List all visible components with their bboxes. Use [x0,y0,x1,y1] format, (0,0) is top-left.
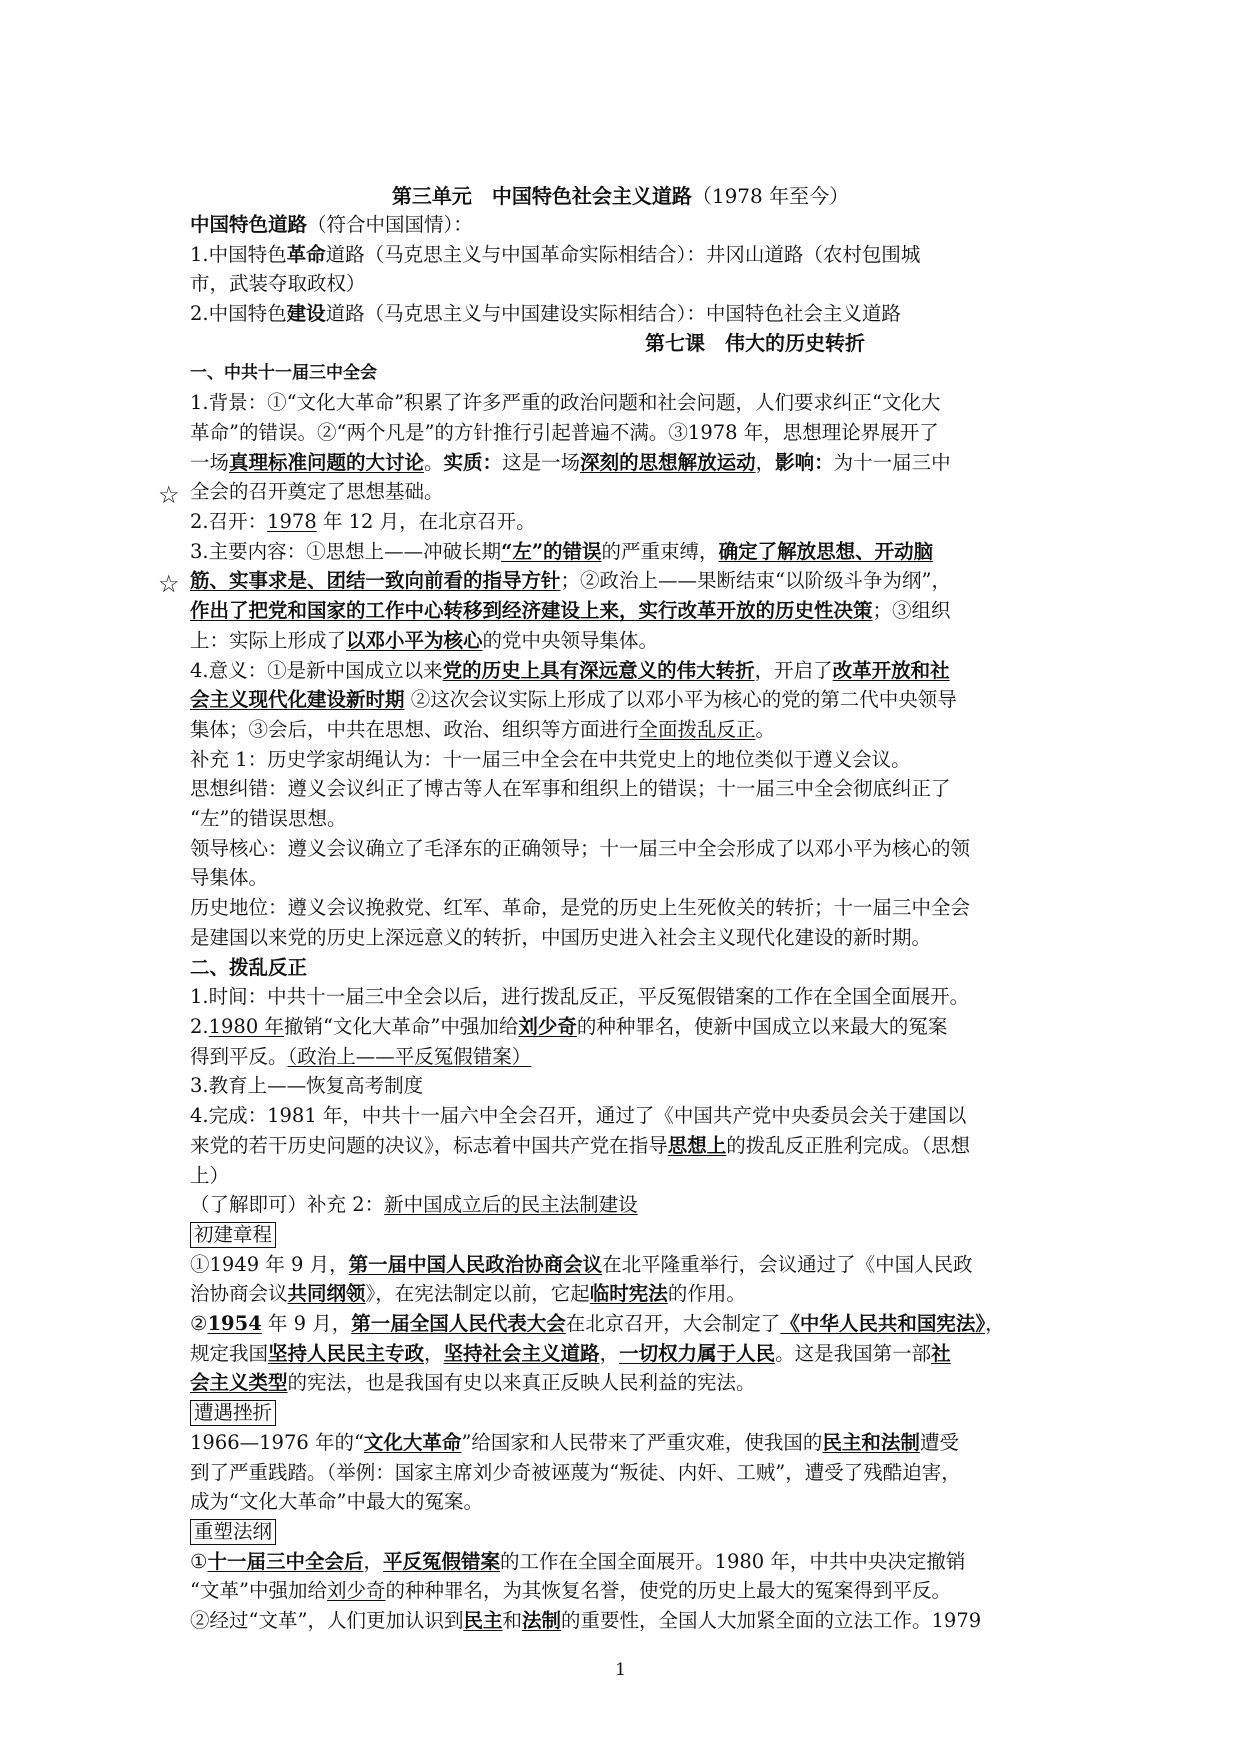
text-segment: 民主和法制 [822,1430,920,1454]
section-label-box: 重塑法纲 [190,1519,276,1545]
text-segment: 确定了解放思想、开动脑 [718,539,934,563]
text-segment: 3.教育上——恢复高考制度 [190,1074,424,1098]
text-segment: “文革”中强加给 [190,1579,327,1603]
text-segment: 《中华人民共和国宪法》 [780,1312,986,1336]
text-segment: 深刻的思想解放运动 [580,450,756,474]
text-segment: 思想上 [667,1133,727,1157]
text-segment: 和 [502,1609,522,1633]
star-icon: ☆ [158,481,180,509]
text-segment: 十一届三中全会后 [207,1549,364,1573]
text-segment: 1978 [267,510,317,534]
text-segment: 》，在宪法制定以前，它起 [365,1282,590,1306]
section-label-box: 遭遇挫折 [190,1400,276,1426]
text-line [190,1220,1060,1250]
text-line [190,537,1060,567]
text-segment: 的种种罪名，使新中国成立以来最大的冤案 [576,1014,948,1038]
text-segment: ”给国家和人民带来了严重灾难，使我国的 [461,1430,823,1454]
text-line [190,1547,1060,1577]
text-line [190,1368,1060,1398]
text-segment: 1.中国特色 [190,242,287,266]
text-segment: 革命”的错误。②“两个凡是”的方针推行引起普遍不满。③1978 年，思想理论界展开了 [190,420,939,444]
text-segment: 的种种罪名，为其恢复名誉，使党的历史上最大的冤案得到平反。 [385,1579,951,1603]
text-segment: “左”的错误 [501,539,602,563]
text-segment: ， [424,1341,444,1365]
text-segment: ， [599,1341,620,1365]
text-segment: ②经过“文革”，人们更加认识到 [190,1609,464,1633]
text-segment: 上：实际上形成了 [190,628,347,652]
text-segment: 2.召开： [190,510,268,534]
text-line [190,210,1060,240]
text-segment: 集体；③会后，中共在思想、政治、组织等方面进行 [190,717,639,741]
text-segment: 1.背景：①“文化大革命”积累了许多严重的政治问题和社会问题，人们要求纠正“文化大 [190,391,941,415]
text-line [190,715,1060,745]
text-segment: 改革开放和社 [832,658,950,682]
text-segment: ， [985,1312,1005,1336]
text-line [190,1339,1060,1369]
text-segment: 建设 [286,302,326,326]
text-line [190,448,1060,478]
text-segment: （符合中国国情）： [307,213,473,236]
text-segment: ， [755,450,776,474]
text-segment: 规定我国 [190,1341,269,1365]
text-segment: 实质： [443,450,503,474]
text-segment: 为十一届三中 [833,450,951,474]
text-segment: 会主义类型 [190,1371,288,1395]
text-segment: （了解即可）补充 2： [190,1193,385,1217]
text-segment: 撤销“文化大革命”中强加给 [283,1014,519,1038]
text-segment: 历史地位：遵义会议挽救党、红军、革命，是党的历史上生死攸关的转折；十一届三中全会 [190,896,971,920]
text-segment: 文化大革命 [363,1430,462,1454]
text-line [190,863,1060,893]
text-segment: 1954 [207,1312,262,1336]
text-segment: ②这次会议实际上形成了以邓小平为核心的党的第二代中央领导 [404,688,957,712]
text-segment: 的拨乱反正胜利完成。（思想 [726,1133,971,1157]
text-line [190,1190,1060,1220]
text-segment: 第一届中国人民政治协商会议 [348,1252,603,1276]
text-segment: ，开启了 [754,658,833,682]
text-line [190,329,1060,359]
text-line [190,893,1060,923]
text-segment: 道路（马克思主义与中国建设实际相结合）：中国特色社会主义道路 [325,302,901,326]
text-line [190,269,1060,299]
text-segment: 一场 [190,450,230,474]
text-segment: 的宪法，也是我国有史以来真正反映人民利益的宪法。 [287,1371,756,1395]
text-segment: 补充 1：历史学家胡绳认为：十一届三中全会在中共党史上的地位类似于遵义会议。 [190,747,911,771]
text-segment: 新中国成立后的民主法制建设 [384,1193,638,1217]
text-line [190,982,1060,1012]
text-segment: 第七课 伟大的历史转折 [645,330,865,355]
text-line [190,1487,1060,1517]
text-line [190,1161,1060,1191]
text-line [190,834,1060,864]
text-segment: 3.主要内容：①思想上——冲破长期 [190,539,502,563]
text-segment: 临时宪法 [589,1282,668,1306]
text-segment: 治协商会议 [190,1282,288,1306]
text-segment: 筋、实事求是、团结一致向前看的指导方针 [190,569,561,593]
text-segment: （政治上——平反冤假错案） [287,1044,532,1068]
text-segment: 全会的召开奠定了思想基础。 [190,480,444,504]
text-segment: 作出了把党和国家的工作中心转移到经济建设上来，实行改革开放的历史性决策 [190,599,873,623]
text-segment: 4.完成：1981 年，中共十一届六中全会召开，通过了《中国共产党中央委员会关于建国以 [190,1104,967,1128]
text-line [190,477,1060,507]
text-segment: 。 [424,450,444,474]
text-line [190,1071,1060,1101]
text-segment: 1966—1976 年的“ [190,1430,364,1454]
text-line [190,1517,1060,1547]
text-segment: 1.时间：中共十一届三中全会以后，进行拨乱反正，平反冤假错案的工作在全国全面展开。 [190,985,970,1009]
text-segment: 以邓小平为核心 [346,628,483,652]
star-icon: ☆ [158,570,180,598]
text-segment: 的重要性，全国人大加紧全面的立法工作。1979 [561,1609,982,1633]
section-label-box: 初建章程 [190,1222,276,1248]
text-segment: 全面拨乱反正 [638,717,756,741]
text-segment: 党的历史上具有深远意义的伟大转折 [442,658,755,682]
text-segment: ；②政治上——果断结束“以阶级斗争为纲”， [560,569,951,593]
text-segment: 的作用。 [667,1282,746,1306]
text-line [190,953,1060,983]
text-segment: 成为“文化大革命”中最大的冤案。 [190,1490,483,1514]
text-line [190,923,1060,953]
text-segment: 革命 [286,242,326,266]
text-line [190,1576,1060,1606]
text-segment: 的工作在全国全面展开。1980 年，中共中央决定撤销 [500,1549,966,1573]
text-segment: 导集体。 [190,866,269,890]
text-segment: 遭受 [919,1430,959,1454]
text-line [190,418,1060,448]
text-segment: ② [190,1312,208,1336]
text-segment: 思想纠错：遵义会议纠正了博古等人在军事和组织上的错误；十一届三中全会彻底纠正了 [190,777,951,801]
text-segment: 中国特色道路 [190,213,308,236]
text-segment: 刘少奇 [518,1014,577,1038]
text-segment: 得到平反。 [190,1044,288,1068]
page-number: 1 [615,1660,626,1680]
text-line [190,1428,1060,1458]
text-segment: 年 9 月， [261,1312,352,1336]
text-segment: 的党中央领导集体。 [482,628,659,652]
text-line [190,507,1060,537]
text-segment: ， [363,1549,384,1573]
text-line [190,1250,1060,1280]
text-segment: 。这是我国第一部 [775,1341,932,1365]
text-line [190,1012,1060,1042]
text-line [190,1131,1060,1161]
text-line [190,745,1060,775]
text-segment: 在北京召开，大会制定了 [565,1312,781,1336]
text-segment: 来党的若干历史问题的决议》，标志着中国共产党在指导 [190,1133,668,1157]
text-segment: 坚持人民民主专政 [268,1341,425,1365]
text-segment: 二、拨乱反正 [190,955,308,979]
text-line [190,1606,1060,1636]
text-segment: 年 12 月，在北京召开。 [316,510,536,534]
text-segment: 会主义现代化建设新时期 [190,688,405,712]
text-line [190,774,1060,804]
text-segment: ① [190,1549,208,1573]
text-line [190,596,1060,626]
text-segment: 共同纲领 [287,1282,366,1306]
unit-title-text: 中国特色社会主义道路 [491,184,692,208]
text-segment: 到了严重践踏。（举例：国家主席刘少奇被诬蔑为“叛徒、内奸、工贼”，遭受了残酷迫害， [190,1460,961,1484]
text-segment: 民主 [463,1609,503,1633]
text-segment: 社 [931,1341,951,1365]
text-segment: 一、中共十一届三中全会 [190,362,377,383]
text-line [190,1398,1060,1428]
text-line [190,1042,1060,1072]
text-segment: “左”的错误思想。 [190,807,347,831]
text-line [190,299,1060,329]
text-segment: 。 [755,717,776,741]
body-text [190,210,1060,1636]
text-line [190,1279,1060,1309]
text-segment: ；③组织 [872,599,951,623]
text-segment: 道路（马克思主义与中国革命实际相结合）：井冈山道路（农村包围城 [325,242,921,266]
text-segment: 一切权力属于人民 [619,1341,776,1365]
text-segment: 平反冤假错案 [383,1549,501,1573]
text-segment: 4.意义：①是新中国成立以来 [190,658,443,682]
text-line [190,388,1060,418]
text-segment: 第一届全国人民代表大会 [351,1312,566,1336]
text-segment: ①1949 年 9 月， [190,1252,349,1276]
text-segment: 在北平隆重举行，会议通过了《中国人民政 [602,1252,973,1276]
text-line [190,240,1060,270]
text-line [190,685,1060,715]
text-line [190,656,1060,686]
text-segment: 领导核心：遵义会议确立了毛泽东的正确领导；十一届三中全会形成了以邓小平为核心的领 [190,836,971,860]
text-segment: 的严重束缚， [601,539,719,563]
text-line [190,359,1060,389]
text-segment: 法制 [521,1609,561,1633]
text-line [190,566,1060,596]
text-segment: 2.中国特色 [190,302,287,326]
text-line [190,1309,1060,1339]
text-line [190,804,1060,834]
text-segment: 市，武装夺取政权） [190,272,366,296]
unit-label: 第三单元 [391,184,472,208]
text-line [190,626,1060,656]
text-segment: 真理标准问题的大讨论 [229,450,425,474]
unit-title [0,180,1241,209]
text-segment: 上） [190,1163,230,1187]
text-segment: 1980 年 [208,1014,284,1038]
text-segment: 坚持社会主义道路 [443,1341,600,1365]
unit-years: （1978 年至今） [691,184,850,208]
text-segment: 刘少奇 [326,1579,386,1603]
text-segment: 这是一场 [502,450,581,474]
text-segment: 是建国以来党的历史上深远意义的转折，中国历史进入社会主义现代化建设的新时期。 [190,925,932,949]
text-line [190,1101,1060,1131]
text-line [190,1458,1060,1488]
text-segment: 影响： [775,450,834,474]
text-segment: 2. [190,1014,209,1038]
